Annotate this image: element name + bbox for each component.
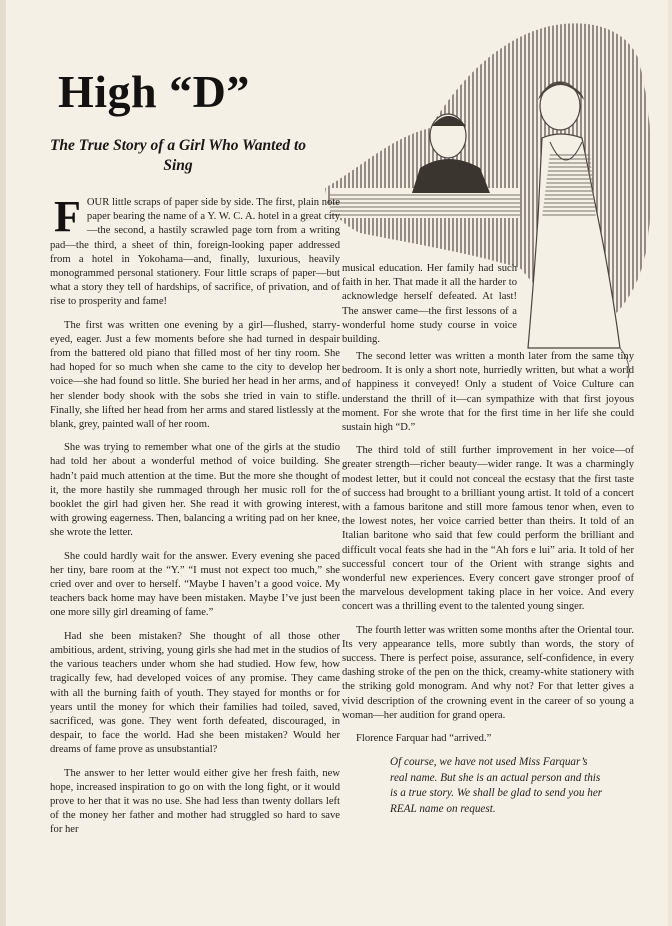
paragraph: She was trying to remember what one of the girls at the studio had told her about a wonderful method of voice building. She hadn’t paid much attention at the time. But the more she thought of it, the more hastily she rummaged through her music roll for the booklet the girl had given her. She read it with growing interest, with growing eagerness. Then, balancing a writing pad on her knee, she wrote the letter.	[50, 442, 340, 539]
piano-lines	[330, 193, 520, 218]
left-column	[50, 192, 340, 847]
drop-cap: F	[54, 192, 81, 241]
paragraph: Had she been mistaken? She thought of all those other ambitious, ardent, striving, young girls she had met in the studios of the various teachers under whom she had studied. How few, how tragically few, had developed voices of any promise. They came with all the burning faith of youth. They stayed for months or for years until the money for which their families had toiled, saved, sacrificed, was gone. They went forth defeated, discouraged, in despair, to face the world. Had she been mistaken? Would her dreams of fame prove as unsubstantial?	[50, 630, 340, 756]
paragraph: The third told of still further improvement in her voice—of greater strength—richer beauty—wider range. It was a charmingly modest letter, but it could not conceal the ecstasy that the first taste of success had brought to a brilliant young artist. It told of a concert with a famous baritone and still more famous tenor when, even to the lowest notes, her voice carried better than theirs. It told of an Italian baritone who said that few could perform the brilliant and difficult vocal feats she had in the “Ah fors e lui” aria. It told of her successful concert tour of the Orient with strange sights and wonderful new experiences. Every concert gave stronger proof of the marvelous development taking place in her voice. And every concert was a thrilling event to the talented young singer.	[342, 445, 634, 613]
article-title: High “D”	[58, 66, 250, 117]
right-column	[342, 350, 634, 827]
paragraph-text: OUR little scraps of paper side by side. The first, plain note paper bearing the name of a Y. W. C. A. hotel in a great city—the second, a hastily scrawled page torn from a writing pad—the third, a sheet of thin, foreign-looking paper addressed from a hotel in Yokohama—and, finally, luxurious, heavily monogrammed personal stationery. Four little scraps of paper—but what a story they tell of hardships, of sacrifice, of privation, and of rise to prosperity and fame!	[50, 197, 340, 308]
paragraph: The fourth letter was written some months after the Oriental tour. Its very appearance tells, more subtly than words, the story of success. There is perfect poise, assurance, self-confidence, in every dashing stroke of the pen on the thick, creamy-white stationery with the striking gold monogram. And why not? For that letter gives a vivid description of the crowning event in the career of so young a woman—her audition for grand opera.	[342, 624, 634, 721]
paragraph: Florence Farquar had “arrived.”	[356, 733, 492, 745]
paragraph: The answer to her letter would either give her fresh faith, new hope, increased inspiration to go on with the long fight, or it would prove to her that it was no use. She had less than twenty dollars left of the money her father and mother had struggled so hard to save for her	[50, 767, 340, 836]
paragraph: She could hardly wait for the answer. Every evening she paced her tiny, bare room at the “Y.” “I must not expect too much,” she cried over and over to herself. “Maybe I haven’t a good voice. My teachers back home may have been mistaken. Maybe I’ve just been one more silly girl dreaming of fame.”	[50, 550, 340, 619]
paragraph: The first was written one evening by a girl—flushed, starry-eyed, eager. Just a few moments before she had turned in despair from the battered old piano that filled most of her tiny room. She had hoped for so much when she came to the city to develop her voice—she had found so little. She buried her head in her arms, and her slender body shook with the sobs she tried in vain to stifle. Finally, she lifted her head from her arms and stared listlessly at the blank, grey, painted wall of her room.	[50, 319, 340, 431]
paragraph: The second letter was written a month later from the same tiny bedroom. It is only a short note, hurriedly written, but what a world of happiness it conveyed! Only a student of Voice Culture can understand the thrill of it—can sympathize with that first joyous moment. For she wrote that for the first time in her life she could sustain high “D.”	[342, 351, 634, 434]
article-subtitle: The True Story of a Girl Who Wanted to Sing	[49, 137, 307, 174]
singer-dress-shading	[542, 153, 596, 218]
editor-note: Of course, we have not used Miss Farquar’s real name. But she is an actual person and this is a true story. We shall be glad to send you her REAL name on request.	[390, 756, 603, 816]
continuation-column	[342, 262, 517, 356]
opening-paragraph	[50, 192, 340, 310]
page-edge	[0, 0, 6, 926]
continuation-paragraph: musical education. Her family had such faith in her. That made it all the harder to acknowledge herself defeated. At last! The answer came—the first lessons of a wonderful home study course in voice building.	[342, 263, 517, 346]
